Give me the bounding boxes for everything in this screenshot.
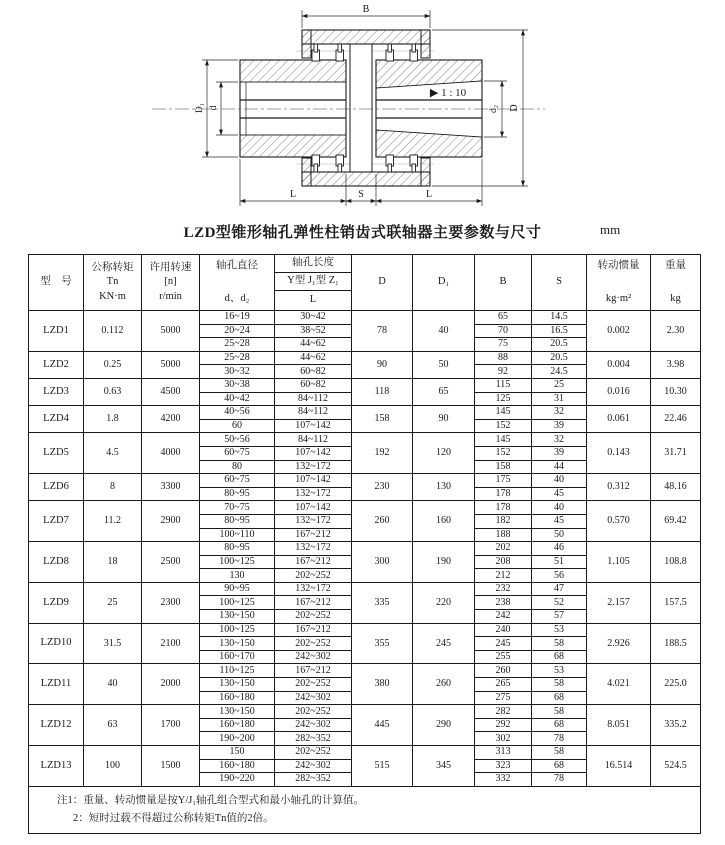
cell-bore-len: 132~172 <box>275 582 352 596</box>
table-row <box>29 474 701 488</box>
cell-bore-len: 60~82 <box>275 378 352 392</box>
cell-bore-dia: 90~95 <box>200 582 275 596</box>
cell-model: LZD4 <box>29 406 84 433</box>
cell-B: 145 <box>475 433 532 447</box>
cell-bore-len: 60~82 <box>275 365 352 379</box>
dim-label-D1: D₁ <box>195 102 205 114</box>
cell-bore-len: 282~352 <box>275 732 352 746</box>
notes-cell <box>29 786 701 833</box>
cell-bore-dia: 100~110 <box>200 528 275 542</box>
cell-inertia: 0.016 <box>587 378 651 405</box>
col-header-D: D <box>352 255 413 311</box>
col-header-weight <box>651 255 701 311</box>
cell-D: 118 <box>352 378 413 405</box>
cell-bore-len: 107~142 <box>275 501 352 515</box>
cell-inertia: 1.105 <box>587 542 651 583</box>
cell-bore-len: 242~302 <box>275 718 352 732</box>
cell-torque: 11.2 <box>84 501 142 542</box>
cell-D: 260 <box>352 501 413 542</box>
cell-B: 92 <box>475 365 532 379</box>
cell-torque: 18 <box>84 542 142 583</box>
cell-B: 115 <box>475 378 532 392</box>
cell-D1: 50 <box>413 351 475 378</box>
inertia-line-2: kg·m² <box>605 292 632 304</box>
cell-S: 58 <box>532 746 587 760</box>
cell-bore-len: 167~212 <box>275 528 352 542</box>
cell-weight: 225.0 <box>651 664 701 705</box>
cell-bore-len: 242~302 <box>275 650 352 664</box>
cell-D: 515 <box>352 746 413 787</box>
cell-bore-len: 202~252 <box>275 746 352 760</box>
cell-B: 212 <box>475 569 532 583</box>
cell-bore-len: 167~212 <box>275 555 352 569</box>
cell-model: LZD8 <box>29 542 84 583</box>
cell-speed: 2300 <box>142 582 200 623</box>
cell-inertia: 2.157 <box>587 582 651 623</box>
cell-S: 14.5 <box>532 311 587 325</box>
dim-label-d2: d₂ <box>489 104 499 114</box>
dim-D1 <box>202 60 238 157</box>
cell-bore-len: 132~172 <box>275 487 352 501</box>
cell-D1: 90 <box>413 406 475 433</box>
cell-D: 90 <box>352 351 413 378</box>
cell-B: 208 <box>475 555 532 569</box>
cell-inertia: 2.926 <box>587 623 651 664</box>
cell-bore-dia: 130~150 <box>200 705 275 719</box>
cell-inertia: 0.570 <box>587 501 651 542</box>
cell-bore-dia: 190~200 <box>200 732 275 746</box>
dim-label-d: d <box>209 105 219 111</box>
cell-weight: 335.2 <box>651 705 701 746</box>
cell-D: 355 <box>352 623 413 664</box>
cell-S: 52 <box>532 596 587 610</box>
cell-speed: 3300 <box>142 474 200 501</box>
table-row <box>29 311 701 325</box>
cell-model: LZD12 <box>29 705 84 746</box>
cell-bore-len: 84~112 <box>275 392 352 406</box>
cell-S: 68 <box>532 718 587 732</box>
cell-bore-dia: 25~28 <box>200 351 275 365</box>
cell-torque: 1.8 <box>84 406 142 433</box>
cell-bore-len: 38~52 <box>275 324 352 338</box>
speed-line-2: [n] <box>164 276 177 288</box>
cell-B: 202 <box>475 542 532 556</box>
cell-bore-dia: 40~42 <box>200 392 275 406</box>
cell-bore-dia: 40~56 <box>200 406 275 420</box>
cell-bore-len: 242~302 <box>275 691 352 705</box>
cell-weight: 22.46 <box>651 406 701 433</box>
cell-S: 25 <box>532 378 587 392</box>
cell-S: 44 <box>532 460 587 474</box>
cell-speed: 5000 <box>142 351 200 378</box>
table-row <box>29 582 701 596</box>
cell-D1: 40 <box>413 311 475 352</box>
cell-D1: 345 <box>413 746 475 787</box>
dim-label-L-left: L <box>289 189 297 200</box>
cell-B: 188 <box>475 528 532 542</box>
torque-line-3: KN·m <box>99 290 126 302</box>
cell-inertia: 0.312 <box>587 474 651 501</box>
title-row <box>0 221 725 241</box>
cell-bore-dia: 60 <box>200 419 275 433</box>
cell-B: 175 <box>475 474 532 488</box>
cell-S: 58 <box>532 678 587 692</box>
cell-model: LZD11 <box>29 664 84 705</box>
cell-S: 40 <box>532 501 587 515</box>
cell-S: 53 <box>532 664 587 678</box>
cell-bore-len: 132~172 <box>275 460 352 474</box>
cell-bore-len: 30~42 <box>275 311 352 325</box>
cell-bore-dia: 80 <box>200 460 275 474</box>
cell-bore-len: 282~352 <box>275 773 352 787</box>
dim-d <box>216 82 238 135</box>
sleeve-web <box>350 44 372 172</box>
cell-S: 68 <box>532 691 587 705</box>
cell-D: 158 <box>352 406 413 433</box>
cell-S: 50 <box>532 528 587 542</box>
cell-bore-dia: 110~125 <box>200 664 275 678</box>
speed-line-3: r/min <box>159 290 182 302</box>
col-header-D1: D₁ <box>413 255 475 311</box>
cell-bore-len: 242~302 <box>275 759 352 773</box>
cell-S: 56 <box>532 569 587 583</box>
cell-inertia: 8.051 <box>587 705 651 746</box>
speed-line-1: 许用转速 <box>149 262 192 274</box>
cell-S: 53 <box>532 623 587 637</box>
cell-B: 323 <box>475 759 532 773</box>
torque-line-2: Tn <box>106 276 119 288</box>
col-header-inertia <box>587 255 651 311</box>
cell-bore-len: 202~252 <box>275 637 352 651</box>
cell-bore-dia: 130~150 <box>200 610 275 624</box>
spec-table-body <box>29 311 701 787</box>
cell-D: 192 <box>352 433 413 474</box>
table-row <box>29 406 701 420</box>
cell-D: 335 <box>352 582 413 623</box>
cell-B: 70 <box>475 324 532 338</box>
table-row <box>29 623 701 637</box>
cell-S: 20.5 <box>532 338 587 352</box>
cell-weight: 157.5 <box>651 582 701 623</box>
bore-dia-line-1: 轴孔直径 <box>216 260 258 271</box>
cell-B: 260 <box>475 664 532 678</box>
weight-line-2: kg <box>670 292 681 304</box>
cell-model: LZD7 <box>29 501 84 542</box>
cell-D1: 290 <box>413 705 475 746</box>
cell-S: 31 <box>532 392 587 406</box>
cell-torque: 31.5 <box>84 623 142 664</box>
cell-model: LZD1 <box>29 311 84 352</box>
cell-B: 282 <box>475 705 532 719</box>
cell-B: 75 <box>475 338 532 352</box>
cell-speed: 4500 <box>142 378 200 405</box>
cell-B: 178 <box>475 501 532 515</box>
cell-bore-dia: 25~28 <box>200 338 275 352</box>
cell-model: LZD3 <box>29 378 84 405</box>
cell-bore-dia: 80~95 <box>200 542 275 556</box>
cell-bore-dia: 130~150 <box>200 637 275 651</box>
note-1: 注1：重量、转动惯量是按Y/J₁轴孔组合型式和最小轴孔的计算值。 <box>57 794 364 806</box>
cell-bore-dia: 30~38 <box>200 378 275 392</box>
cell-bore-len: 202~252 <box>275 610 352 624</box>
cell-bore-len: 202~252 <box>275 705 352 719</box>
cell-S: 68 <box>532 759 587 773</box>
cell-weight: 2.30 <box>651 311 701 352</box>
cell-bore-len: 202~252 <box>275 678 352 692</box>
cell-D1: 65 <box>413 378 475 405</box>
cell-S: 68 <box>532 650 587 664</box>
cell-D: 445 <box>352 705 413 746</box>
cell-speed: 5000 <box>142 311 200 352</box>
cell-S: 32 <box>532 433 587 447</box>
cell-B: 125 <box>475 392 532 406</box>
coupling-section-drawing <box>0 0 725 220</box>
cell-speed: 4000 <box>142 433 200 474</box>
cell-bore-len: 132~172 <box>275 514 352 528</box>
cell-B: 255 <box>475 650 532 664</box>
cell-weight: 524.5 <box>651 746 701 787</box>
cell-S: 40 <box>532 474 587 488</box>
cell-torque: 40 <box>84 664 142 705</box>
cell-speed: 2900 <box>142 501 200 542</box>
cell-S: 45 <box>532 514 587 528</box>
cell-bore-dia: 60~75 <box>200 474 275 488</box>
cell-torque: 4.5 <box>84 433 142 474</box>
dim-label-S: S <box>358 189 364 200</box>
cell-S: 46 <box>532 542 587 556</box>
cell-speed: 2500 <box>142 542 200 583</box>
cell-S: 57 <box>532 610 587 624</box>
taper-annotation: ▶ 1 : 10 <box>429 87 467 99</box>
cell-torque: 0.63 <box>84 378 142 405</box>
cell-B: 275 <box>475 691 532 705</box>
cell-bore-dia: 160~180 <box>200 759 275 773</box>
cell-D1: 160 <box>413 501 475 542</box>
cell-weight: 10.30 <box>651 378 701 405</box>
col-header-B: B <box>475 255 532 311</box>
cell-bore-dia: 60~75 <box>200 446 275 460</box>
cell-bore-len: 167~212 <box>275 664 352 678</box>
cell-D1: 220 <box>413 582 475 623</box>
cell-model: LZD13 <box>29 746 84 787</box>
cell-S: 78 <box>532 732 587 746</box>
cell-speed: 2000 <box>142 664 200 705</box>
cell-weight: 108.8 <box>651 542 701 583</box>
cell-torque: 25 <box>84 582 142 623</box>
cell-B: 242 <box>475 610 532 624</box>
cell-bore-dia: 80~95 <box>200 487 275 501</box>
col-header-bore-len-types: Y型 J₁型 Z₁ <box>275 273 352 291</box>
cell-bore-len: 132~172 <box>275 542 352 556</box>
inertia-line-1: 转动惯量 <box>597 260 640 271</box>
cell-bore-dia: 16~19 <box>200 311 275 325</box>
cell-speed: 1700 <box>142 705 200 746</box>
cell-B: 245 <box>475 637 532 651</box>
cell-D1: 260 <box>413 664 475 705</box>
cell-S: 39 <box>532 419 587 433</box>
cell-speed: 1500 <box>142 746 200 787</box>
cell-B: 145 <box>475 406 532 420</box>
cell-inertia: 0.004 <box>587 351 651 378</box>
dim-label-D: D <box>509 104 520 112</box>
table-row <box>29 501 701 515</box>
cell-bore-len: 202~252 <box>275 569 352 583</box>
cell-D1: 130 <box>413 474 475 501</box>
cell-B: 65 <box>475 311 532 325</box>
cell-B: 152 <box>475 419 532 433</box>
note-2: 2：短时过载不得超过公称转矩Tn值的2倍。 <box>73 812 274 824</box>
cell-B: 292 <box>475 718 532 732</box>
cell-torque: 63 <box>84 705 142 746</box>
cell-B: 302 <box>475 732 532 746</box>
cell-S: 39 <box>532 446 587 460</box>
spec-table-header <box>29 255 701 311</box>
cell-bore-dia: 20~24 <box>200 324 275 338</box>
spec-table <box>28 254 701 834</box>
cell-D: 380 <box>352 664 413 705</box>
cell-bore-dia: 50~56 <box>200 433 275 447</box>
cell-bore-dia: 130 <box>200 569 275 583</box>
cell-S: 45 <box>532 487 587 501</box>
cell-B: 313 <box>475 746 532 760</box>
cell-S: 51 <box>532 555 587 569</box>
cell-B: 182 <box>475 514 532 528</box>
cell-bore-len: 167~212 <box>275 596 352 610</box>
col-header-speed <box>142 255 200 311</box>
table-row <box>29 746 701 760</box>
left-hub <box>240 60 346 157</box>
cell-inertia: 4.021 <box>587 664 651 705</box>
cell-torque: 0.112 <box>84 311 142 352</box>
page-title: LZD型锥形轴孔弹性柱销齿式联轴器主要参数与尺寸 <box>183 225 542 241</box>
cell-weight: 48.16 <box>651 474 701 501</box>
cell-S: 47 <box>532 582 587 596</box>
cell-bore-len: 107~142 <box>275 419 352 433</box>
cell-bore-dia: 70~75 <box>200 501 275 515</box>
cell-D: 300 <box>352 542 413 583</box>
cell-S: 24.5 <box>532 365 587 379</box>
table-row <box>29 378 701 392</box>
cell-B: 152 <box>475 446 532 460</box>
cell-bore-dia: 100~125 <box>200 623 275 637</box>
cell-inertia: 0.143 <box>587 433 651 474</box>
cell-torque: 0.25 <box>84 351 142 378</box>
col-header-bore-dia <box>200 255 275 311</box>
cell-S: 32 <box>532 406 587 420</box>
cell-bore-len: 107~142 <box>275 474 352 488</box>
cell-bore-dia: 80~95 <box>200 514 275 528</box>
cell-torque: 100 <box>84 746 142 787</box>
cell-bore-len: 107~142 <box>275 446 352 460</box>
cell-bore-dia: 160~170 <box>200 650 275 664</box>
cell-bore-len: 84~112 <box>275 433 352 447</box>
col-header-bore-len-title: 轴孔长度 <box>275 255 352 273</box>
weight-line-1: 重量 <box>665 260 686 271</box>
cell-bore-len: 167~212 <box>275 623 352 637</box>
cell-S: 16.5 <box>532 324 587 338</box>
cell-S: 58 <box>532 637 587 651</box>
table-row <box>29 664 701 678</box>
cell-bore-dia: 130~150 <box>200 678 275 692</box>
dim-label-B: B <box>362 4 370 15</box>
cell-B: 265 <box>475 678 532 692</box>
cell-inertia: 16.514 <box>587 746 651 787</box>
col-header-bore-len-L: L <box>275 291 352 311</box>
cell-B: 332 <box>475 773 532 787</box>
cell-weight: 31.71 <box>651 433 701 474</box>
cell-B: 240 <box>475 623 532 637</box>
col-header-model-label: 型 号 <box>40 276 72 288</box>
cell-B: 158 <box>475 460 532 474</box>
cell-model: LZD9 <box>29 582 84 623</box>
cell-bore-len: 84~112 <box>275 406 352 420</box>
cell-bore-dia: 160~180 <box>200 718 275 732</box>
cell-bore-dia: 160~180 <box>200 691 275 705</box>
cell-S: 58 <box>532 705 587 719</box>
unit-label: mm <box>600 222 621 237</box>
cell-torque: 8 <box>84 474 142 501</box>
cell-D1: 245 <box>413 623 475 664</box>
bore-dia-line-2: d、d₂ <box>224 292 250 304</box>
col-header-torque <box>84 255 142 311</box>
col-header-model <box>29 255 84 311</box>
cell-S: 78 <box>532 773 587 787</box>
cell-D: 78 <box>352 311 413 352</box>
table-row <box>29 542 701 556</box>
cell-bore-dia: 100~125 <box>200 555 275 569</box>
cell-inertia: 0.061 <box>587 406 651 433</box>
cell-B: 88 <box>475 351 532 365</box>
col-header-S: S <box>532 255 587 311</box>
cell-S: 20.5 <box>532 351 587 365</box>
spec-table-notes <box>29 786 701 833</box>
cell-model: LZD10 <box>29 623 84 664</box>
cell-weight: 188.5 <box>651 623 701 664</box>
table-row <box>29 705 701 719</box>
cell-model: LZD2 <box>29 351 84 378</box>
cell-bore-len: 44~62 <box>275 351 352 365</box>
cell-bore-dia: 100~125 <box>200 596 275 610</box>
cell-weight: 69.42 <box>651 501 701 542</box>
cell-bore-dia: 150 <box>200 746 275 760</box>
cell-B: 178 <box>475 487 532 501</box>
torque-line-1: 公称转矩 <box>91 262 134 274</box>
cell-model: LZD5 <box>29 433 84 474</box>
cell-bore-len: 44~62 <box>275 338 352 352</box>
cell-inertia: 0.002 <box>587 311 651 352</box>
table-row <box>29 351 701 365</box>
right-hub <box>376 60 482 157</box>
cell-B: 238 <box>475 596 532 610</box>
table-row <box>29 433 701 447</box>
cell-bore-dia: 30~32 <box>200 365 275 379</box>
cell-D1: 190 <box>413 542 475 583</box>
cell-model: LZD6 <box>29 474 84 501</box>
cell-bore-dia: 190~220 <box>200 773 275 787</box>
dim-label-L-right: L <box>425 189 433 200</box>
cell-weight: 3.98 <box>651 351 701 378</box>
cell-speed: 2100 <box>142 623 200 664</box>
cell-D: 230 <box>352 474 413 501</box>
cell-speed: 4200 <box>142 406 200 433</box>
cell-B: 232 <box>475 582 532 596</box>
cell-D1: 120 <box>413 433 475 474</box>
